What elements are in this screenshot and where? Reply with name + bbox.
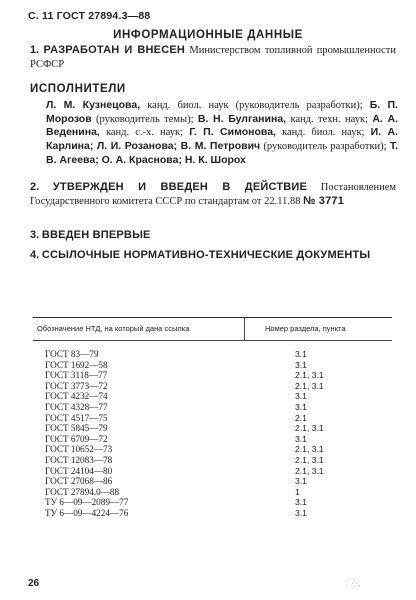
section-4-number: 4. [30, 249, 40, 261]
document-designation: ГОСТ 1692—58 [45, 359, 108, 370]
table-row [33, 455, 392, 466]
document-designation: ГОСТ 27894.0—88 [45, 486, 120, 497]
table-row [33, 370, 392, 381]
document-designation: ТУ 6—09—2089—77 [45, 497, 129, 508]
table-row [33, 423, 392, 434]
section-3-heading: ВВЕДЕН ВПЕРВЫЕ [41, 229, 151, 241]
section-reference: 3.1 [295, 391, 307, 402]
table-row [33, 497, 392, 508]
table-header-document: Обозначение НТД, на который дана ссылка [37, 324, 190, 333]
section-reference: 1 [295, 486, 300, 497]
table-row [33, 381, 392, 392]
executor-name: И. А. Карлина; Л. И. Розанова; В. М. Петрович [46, 126, 398, 153]
section-1-number: 1. [30, 44, 40, 56]
executor-role: (руководитель темы); [91, 113, 198, 125]
table-row [33, 466, 392, 477]
section-2-number-ref: № 3771 [303, 194, 345, 207]
table-row [33, 349, 392, 360]
table-row [33, 402, 392, 413]
table-header-divider [244, 318, 245, 340]
document-designation: ГОСТ 4517—75 [45, 412, 108, 423]
page-header: С. 11 ГОСТ 27894.3—88 [28, 10, 151, 22]
table-body [33, 349, 392, 519]
table-row [33, 413, 392, 424]
table-header-section: Номер раздела, пункта [265, 324, 346, 333]
section-reference: 3.1 [295, 433, 307, 444]
document-designation: ГОСТ 12083—78 [45, 454, 113, 465]
section-3 [30, 229, 396, 243]
executor-name: А. А. Веденина, [46, 112, 398, 139]
section-reference: 3.1 [295, 507, 307, 518]
table-row [33, 444, 392, 455]
executor-name: Г. П. Симонова, [189, 126, 276, 139]
table-row [33, 476, 392, 487]
table-row [33, 360, 392, 371]
executors-list [46, 99, 398, 168]
executor-name: Б. П. Морозов [46, 99, 398, 125]
section-2 [30, 181, 396, 208]
section-1-text: Министерством топливной промышленности РСФСР [30, 45, 397, 70]
section-reference: 2.1, 3.1 [295, 454, 324, 465]
executor-name: Т. В. Агеева; О. А. Краснова; Н. К. Шорох [46, 140, 398, 166]
document-designation: ГОСТ 4232—74 [45, 391, 108, 402]
executor-role: канд. техн. наук; [286, 113, 373, 125]
document-designation: ГОСТ 3118—77 [45, 370, 108, 381]
page-number: 26 [28, 578, 40, 589]
references-table [33, 317, 392, 519]
document-designation: ГОСТ 4328—77 [45, 401, 108, 412]
section-reference: 3.1 [295, 476, 307, 487]
section-reference: 3.1 [295, 349, 307, 359]
document-designation: ГОСТ 27068—86 [45, 476, 113, 487]
section-reference: 2.1, 3.1 [295, 380, 324, 391]
document-designation: ГОСТ 5845—79 [45, 423, 108, 434]
section-4 [30, 249, 396, 263]
section-reference: 2.1, 3.1 [295, 370, 324, 381]
section-reference: 2.1, 3.1 [295, 465, 324, 476]
section-2-heading: УТВЕРЖДЕН И ВВЕДЕН В ДЕЙСТВИЕ [52, 181, 308, 193]
document-title: ИНФОРМАЦИОННЫЕ ДАННЫЕ [113, 29, 303, 41]
section-reference: 3.1 [295, 359, 307, 370]
document-designation: ГОСТ 3773—72 [45, 380, 108, 391]
table-header [33, 318, 392, 341]
section-reference: 2.1, 3.1 [295, 444, 324, 455]
section-reference: 3.1 [295, 497, 307, 508]
document-designation: ГОСТ 83—79 [45, 349, 99, 359]
executors-heading: ИСПОЛНИТЕЛИ [30, 83, 126, 95]
document-designation: ТУ 6—09—4224—76 [45, 507, 129, 518]
executor-role: канд. биол. наук (руководитель разработки); [140, 100, 370, 111]
table-row [33, 487, 392, 498]
section-reference: 3.1 [295, 401, 307, 412]
section-reference: 2.1 [295, 412, 307, 423]
section-1-heading: РАЗРАБОТАН И ВНЕСЕН [43, 44, 186, 56]
section-2-number: 2. [30, 181, 40, 193]
document-designation: ГОСТ 6709—72 [45, 433, 108, 444]
table-row [33, 434, 392, 445]
section-3-number: 3. [30, 229, 40, 241]
scan-mark: ⁚ ⁛. [346, 580, 362, 588]
section-reference: 2.1, 3.1 [295, 423, 324, 434]
section-1 [30, 44, 396, 71]
executor-name: Л. М. Кузнецова, [46, 99, 141, 111]
executor-role: канд. биол. наук; [275, 127, 371, 139]
executor-name: В. Н. Булганина, [197, 112, 287, 125]
executor-role: канд. с.-х. наук; [99, 127, 190, 139]
document-designation: ГОСТ 10652—73 [45, 444, 113, 455]
table-row [33, 508, 392, 519]
table-row [33, 391, 392, 402]
document-designation: ГОСТ 24104—80 [45, 465, 113, 476]
section-4-heading: ССЫЛОЧНЫЕ НОРМАТИВНО-ТЕХНИЧЕСКИЕ ДОКУМЕНТЫ [41, 249, 371, 261]
section-2-text: Постановлением Государственного комитета СССР по стандартам от 22.11.88 [30, 182, 397, 207]
executor-role: (руководитель разработки); [260, 141, 390, 153]
